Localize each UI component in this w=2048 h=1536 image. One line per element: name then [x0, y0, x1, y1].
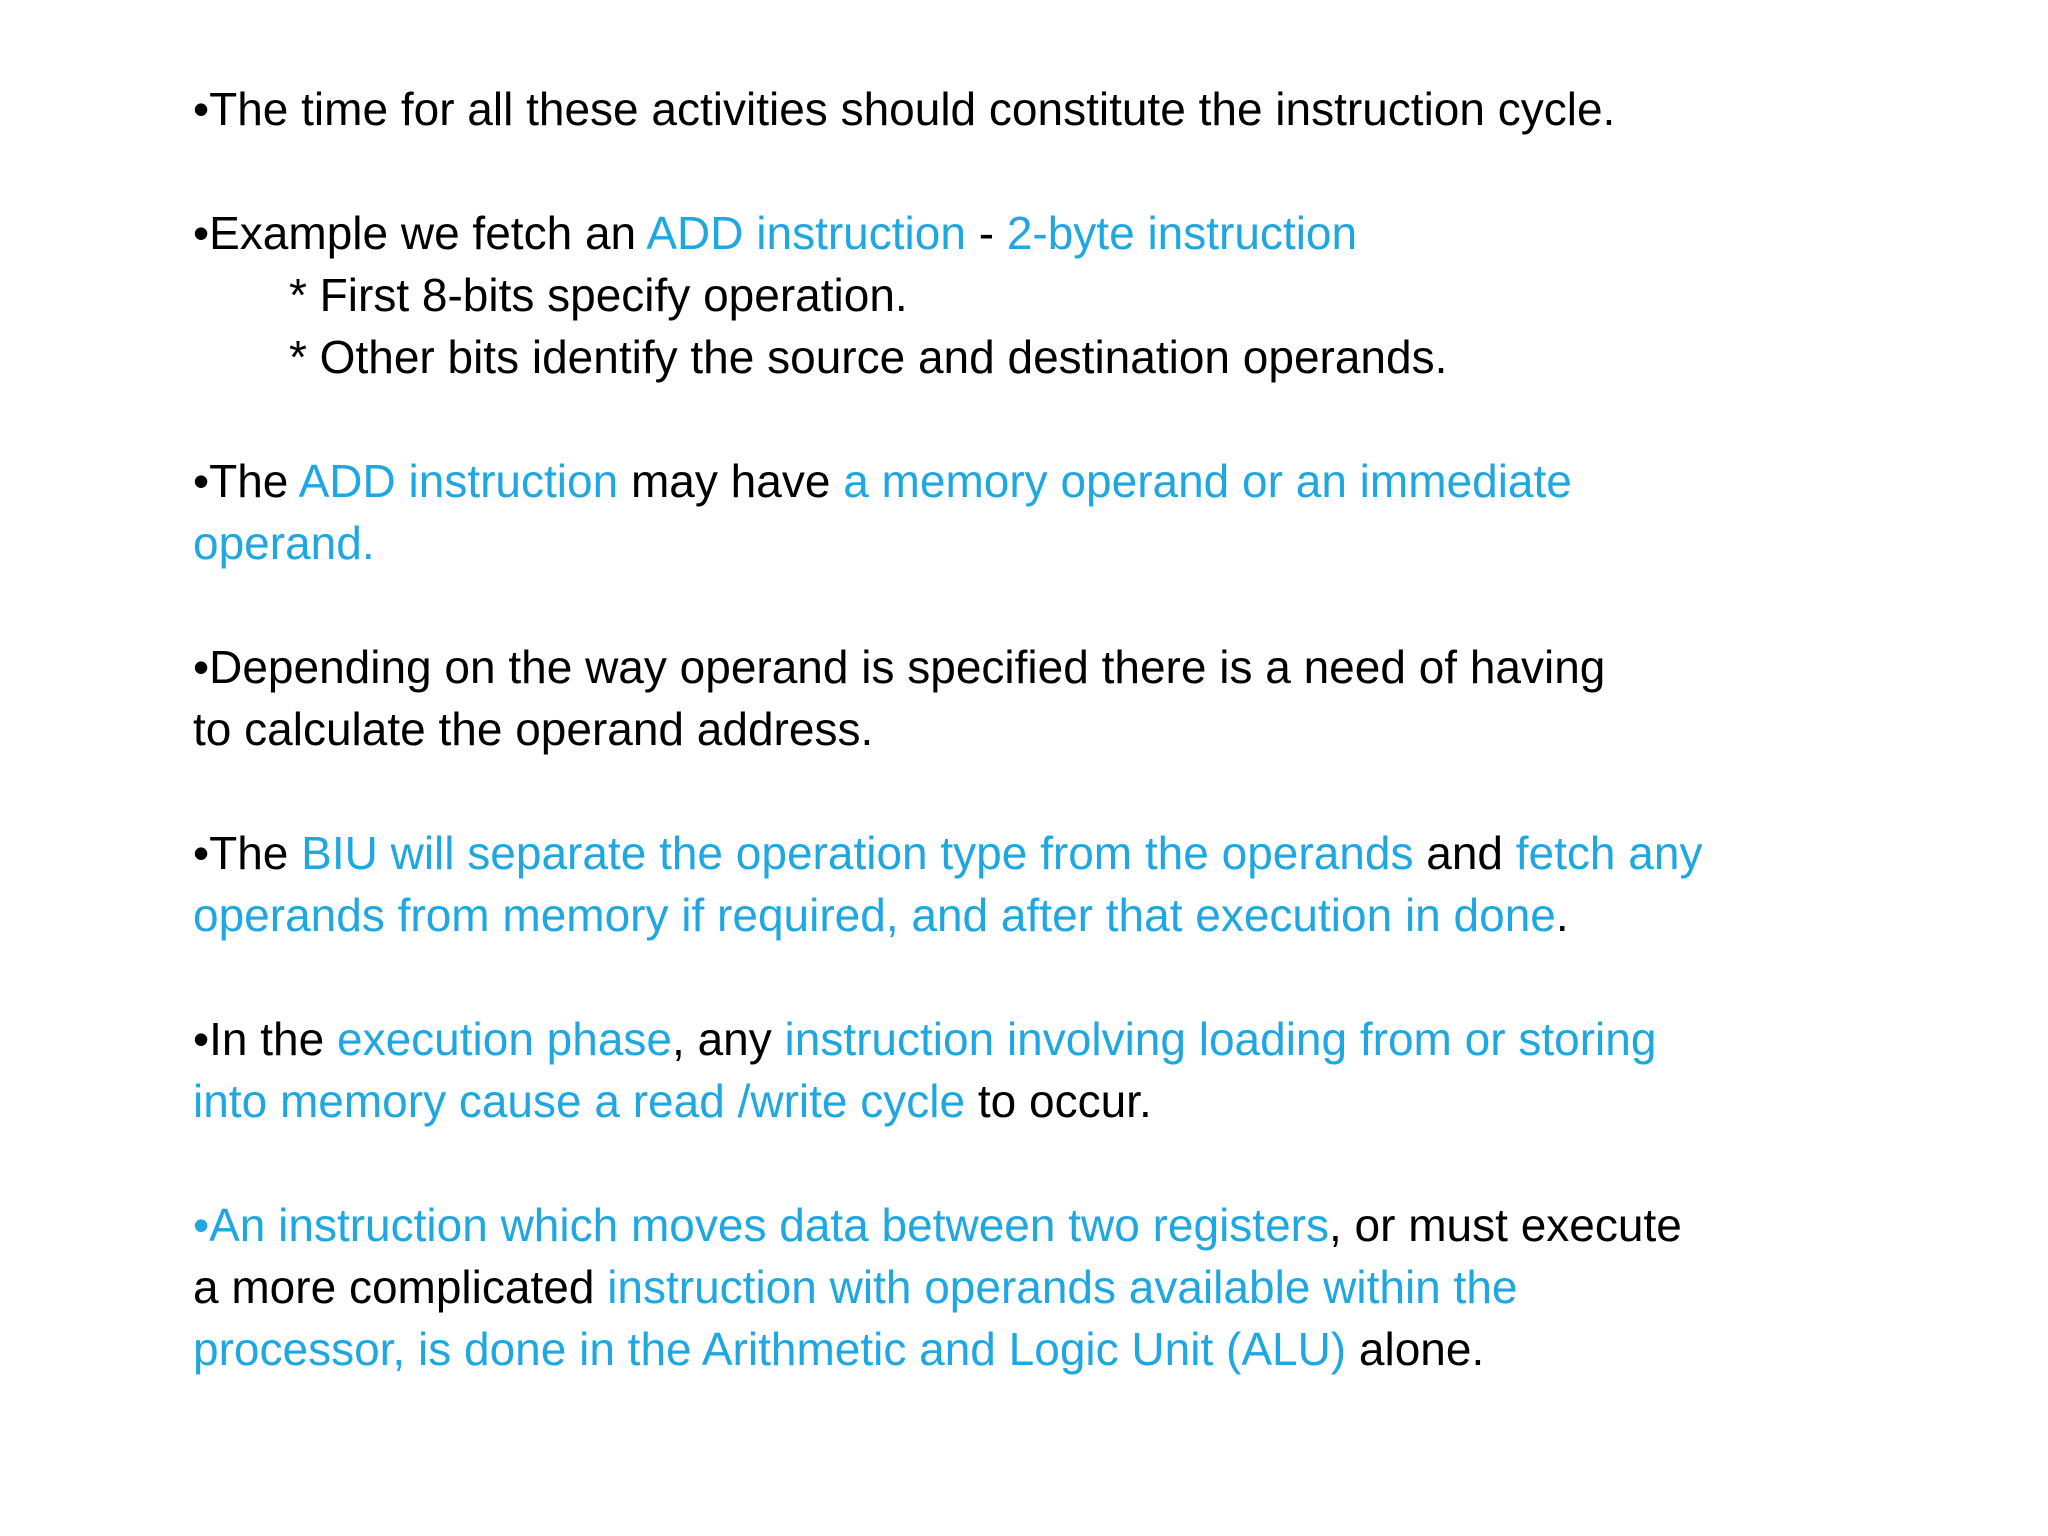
- highlight-run: ADD instruction: [646, 207, 966, 259]
- text-run: and: [1413, 827, 1516, 879]
- highlight-run: BIU will separate the operation type from the operands: [301, 827, 1414, 879]
- sub-item: [193, 326, 1893, 388]
- highlight-run: instruction involving loading from or storing: [784, 1013, 1657, 1065]
- text-line: [193, 1318, 1893, 1380]
- text-run: •The: [193, 455, 299, 507]
- highlight-run: into memory cause a read /write cycle: [193, 1075, 966, 1127]
- slide-content: [193, 78, 1893, 1442]
- bullet-instruction-cycle: [193, 78, 1893, 140]
- highlight-run: instruction with operands available within the: [607, 1261, 1518, 1313]
- text-run: •In the: [193, 1013, 337, 1065]
- text-run: , any: [672, 1013, 785, 1065]
- text-line: [193, 1070, 1893, 1132]
- highlight-run: •An instruction which moves data between two registers: [193, 1199, 1329, 1251]
- text-run: .: [1555, 889, 1569, 941]
- text-line: [193, 1194, 1893, 1256]
- text-run: -: [965, 207, 1007, 259]
- text-run: may have: [618, 455, 844, 507]
- text-line: [193, 822, 1893, 884]
- text-line: [193, 884, 1893, 946]
- text-run: to calculate the operand address.: [193, 703, 874, 755]
- text-run: alone.: [1346, 1323, 1485, 1375]
- text-run: •The: [193, 827, 302, 879]
- highlight-run: operand.: [193, 517, 375, 569]
- text-run: , or must execute: [1328, 1199, 1682, 1251]
- text-run: to occur.: [965, 1075, 1152, 1127]
- sub-item: [193, 264, 1893, 326]
- text-run: * Other bits identify the source and destination operands.: [289, 331, 1448, 383]
- highlight-run: execution phase: [336, 1013, 673, 1065]
- bullet-biu: [193, 822, 1893, 946]
- bullet-alu: [193, 1194, 1893, 1380]
- text-line: [193, 512, 1893, 574]
- highlight-run: operands from memory if required, and after that execution in done: [193, 889, 1556, 941]
- highlight-run: a memory operand or an immediate: [843, 455, 1572, 507]
- highlight-run: 2-byte instruction: [1006, 207, 1358, 259]
- highlight-run: fetch any: [1515, 827, 1703, 879]
- text-run: a more complicated: [193, 1261, 608, 1313]
- highlight-run: processor, is done in the Arithmetic and Logic Unit (ALU): [193, 1323, 1347, 1375]
- text-run: •Depending on the way operand is specified there is a need of having: [193, 641, 1606, 693]
- bullet-add-example: [193, 202, 1893, 388]
- text-line: [193, 450, 1893, 512]
- text-line: [193, 202, 1893, 264]
- text-line: [193, 698, 1893, 760]
- highlight-run: ADD instruction: [298, 455, 619, 507]
- bullet-execution-phase: [193, 1008, 1893, 1132]
- text-run: * First 8-bits specify operation.: [289, 269, 908, 321]
- text-line: [193, 636, 1893, 698]
- text-line: [193, 78, 1893, 140]
- text-line: [193, 1256, 1893, 1318]
- bullet-operand-address: [193, 636, 1893, 760]
- text-run: •The time for all these activities should constitute the instruction cycle.: [193, 83, 1616, 135]
- bullet-add-operands: [193, 450, 1893, 574]
- text-line: [193, 1008, 1893, 1070]
- text-run: •Example we fetch an: [193, 207, 647, 259]
